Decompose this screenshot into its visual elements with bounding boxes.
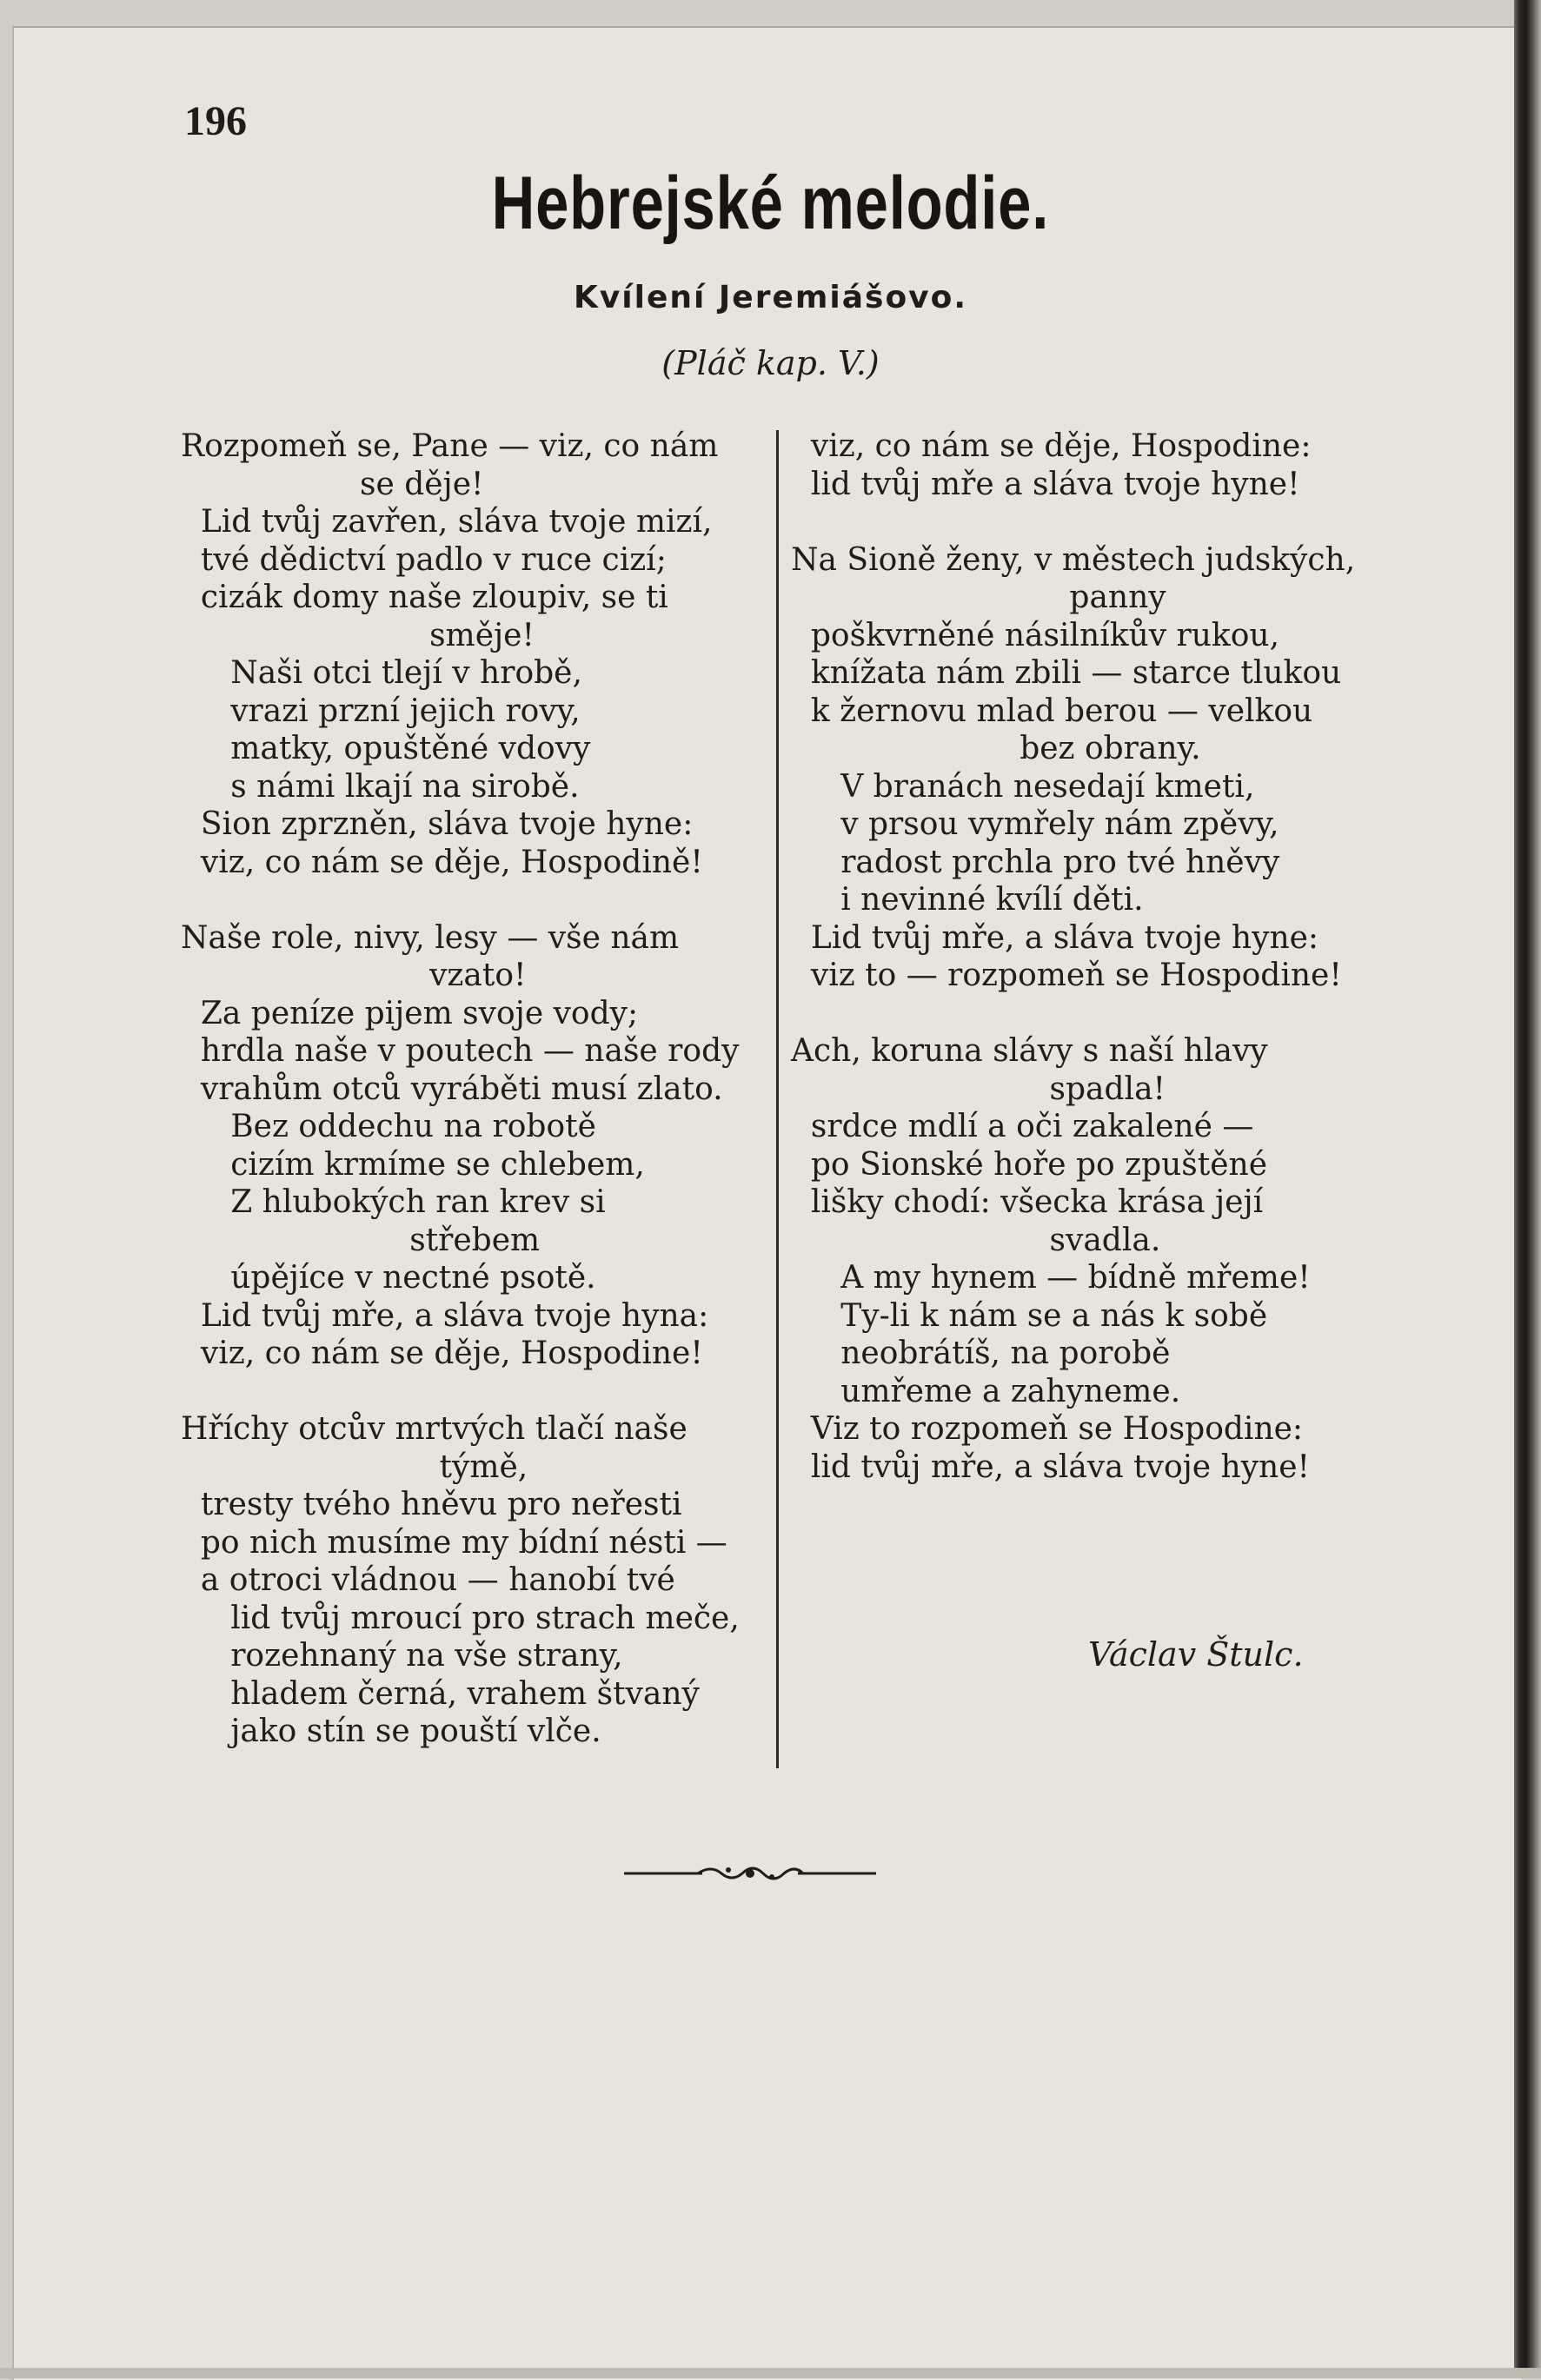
verse-line: knížata nám zbili — starce tlukou: [791, 655, 1342, 691]
verse-line: úpějíce v nectné psotě.: [181, 1260, 596, 1296]
verse-line: svadla.: [791, 1222, 1161, 1258]
verse-line: Hříchy otcův mrtvých tlačí naše: [181, 1411, 687, 1447]
verse-line: tresty tvého hněvu pro neřesti: [181, 1487, 682, 1522]
column-divider: [776, 430, 779, 1768]
page-title: Hebrejské melodie.: [491, 162, 1050, 245]
verse-line: směje!: [181, 617, 535, 653]
stanza: [181, 1410, 767, 1751]
verse-line: lišky chodí: všecka krása její: [791, 1184, 1264, 1220]
verse-line: Lid tvůj mře, a sláva tvoje hyne:: [791, 919, 1319, 956]
verse-line: hladem černá, vrahem štvaný: [181, 1675, 700, 1712]
verse-line: hrdla naše v poutech — naše rody: [181, 1033, 740, 1069]
verse-line: vrahům otců vyráběti musí zlato.: [181, 1071, 723, 1107]
verse-line: i nevinné kvílí děti.: [791, 882, 1144, 918]
verse-line: jako stín se pouští vlče.: [181, 1714, 601, 1749]
stanza: [791, 428, 1391, 503]
verse-line: Ach, koruna slávy s naší hlavy: [791, 1033, 1268, 1069]
verse-line: k žernovu mlad berou — velkou: [791, 693, 1313, 729]
stanza: [791, 1032, 1391, 1486]
verse-line: cizím krmíme se chlebem,: [181, 1146, 645, 1183]
author-signature: Václav Štulc.: [1088, 1635, 1304, 1674]
verse-line: vrazi przní jejich rovy,: [181, 693, 581, 729]
verse-line: Na Sioně ženy, v městech judských,: [791, 541, 1356, 578]
page-bottom-edge: [0, 2368, 1541, 2378]
verse-line: Z hlubokých ran krev si: [181, 1184, 606, 1220]
verse-line: matky, opuštěné vdovy: [181, 731, 591, 766]
verse-line: Ty-li k nám se a nás k sobě: [791, 1297, 1268, 1334]
source-reference: (Pláč kap. V.): [661, 344, 880, 382]
verse-line: Naši otci tlejí v hrobě,: [181, 655, 582, 691]
verse-line: se děje!: [181, 466, 484, 502]
verse-line: s námi lkají na sirobě.: [181, 768, 580, 805]
verse-line: Za peníze pijem svoje vody;: [181, 995, 639, 1031]
verse-line: tvé dědictví padlo v ruce cizí;: [181, 541, 667, 578]
verse-line: cizák domy naše zloupiv, se ti: [181, 580, 668, 615]
verse-line: viz, co nám se děje, Hospodině!: [181, 844, 703, 880]
verse-line: viz, co nám se děje, Hospodine:: [791, 428, 1312, 464]
verse-line: Rozpomeň se, Pane — viz, co nám: [181, 428, 719, 464]
ornament-divider-icon: [624, 1858, 876, 1889]
verse-line: rozehnaný na vše strany,: [181, 1638, 623, 1674]
page-number: 196: [184, 98, 247, 144]
verse-line: panny: [791, 580, 1166, 615]
verse-line: srdce mdlí a oči zakalené —: [791, 1109, 1254, 1144]
stanza: [181, 428, 767, 881]
verse-line: V branách nesedají kmeti,: [791, 768, 1255, 805]
verse-line: radost prchla pro tvé hněvy: [791, 844, 1280, 880]
verse-line: po nich musíme my bídní nésti —: [181, 1524, 727, 1561]
verse-line: spadla!: [791, 1071, 1166, 1107]
verse-line: bez obrany.: [791, 731, 1201, 766]
verse-line: viz, co nám se děje, Hospodine!: [181, 1336, 703, 1371]
verse-line: lid tvůj mře, a sláva tvoje hyne!: [791, 1449, 1311, 1485]
stanza: [181, 919, 767, 1373]
stanza: [791, 541, 1391, 995]
verse-line: Lid tvůj mře, a sláva tvoje hyna:: [181, 1297, 709, 1334]
verse-line: umřeme a zahyneme.: [791, 1373, 1181, 1409]
verse-line: a otroci vládnou — hanobí tvé: [181, 1562, 675, 1598]
verse-line: Lid tvůj zavřen, sláva tvoje mizí,: [181, 504, 713, 540]
poem-subtitle: Kvílení Jeremiášovo.: [573, 280, 968, 315]
verse-line: v prsou vymřely nám zpěvy,: [791, 806, 1279, 842]
verse-line: poškvrněné násilníkův rukou,: [791, 617, 1280, 653]
verse-line: týmě,: [181, 1449, 528, 1485]
left-column: [181, 428, 767, 1788]
verse-line: lid tvůj mroucí pro strach meče,: [181, 1600, 740, 1636]
verse-line: po Sionské hoře po zpuštěné: [791, 1146, 1268, 1183]
verse-line: neobrátíš, na porobě: [791, 1336, 1171, 1371]
verse-line: viz to — rozpomeň se Hospodine!: [791, 958, 1342, 993]
verse-line: Sion zprzněn, sláva tvoje hyne:: [181, 806, 694, 842]
right-column: [791, 428, 1391, 1524]
verse-line: vzato!: [181, 958, 527, 993]
verse-line: Viz to rozpomeň se Hospodine:: [791, 1411, 1304, 1447]
verse-line: Bez oddechu na robotě: [181, 1109, 596, 1144]
verse-line: Naše role, nivy, lesy — vše nám: [181, 919, 680, 956]
verse-line: střebem: [181, 1222, 541, 1258]
verse-line: A my hynem — bídně mřeme!: [791, 1260, 1311, 1296]
verse-line: lid tvůj mře a sláva tvoje hyne!: [791, 466, 1300, 502]
